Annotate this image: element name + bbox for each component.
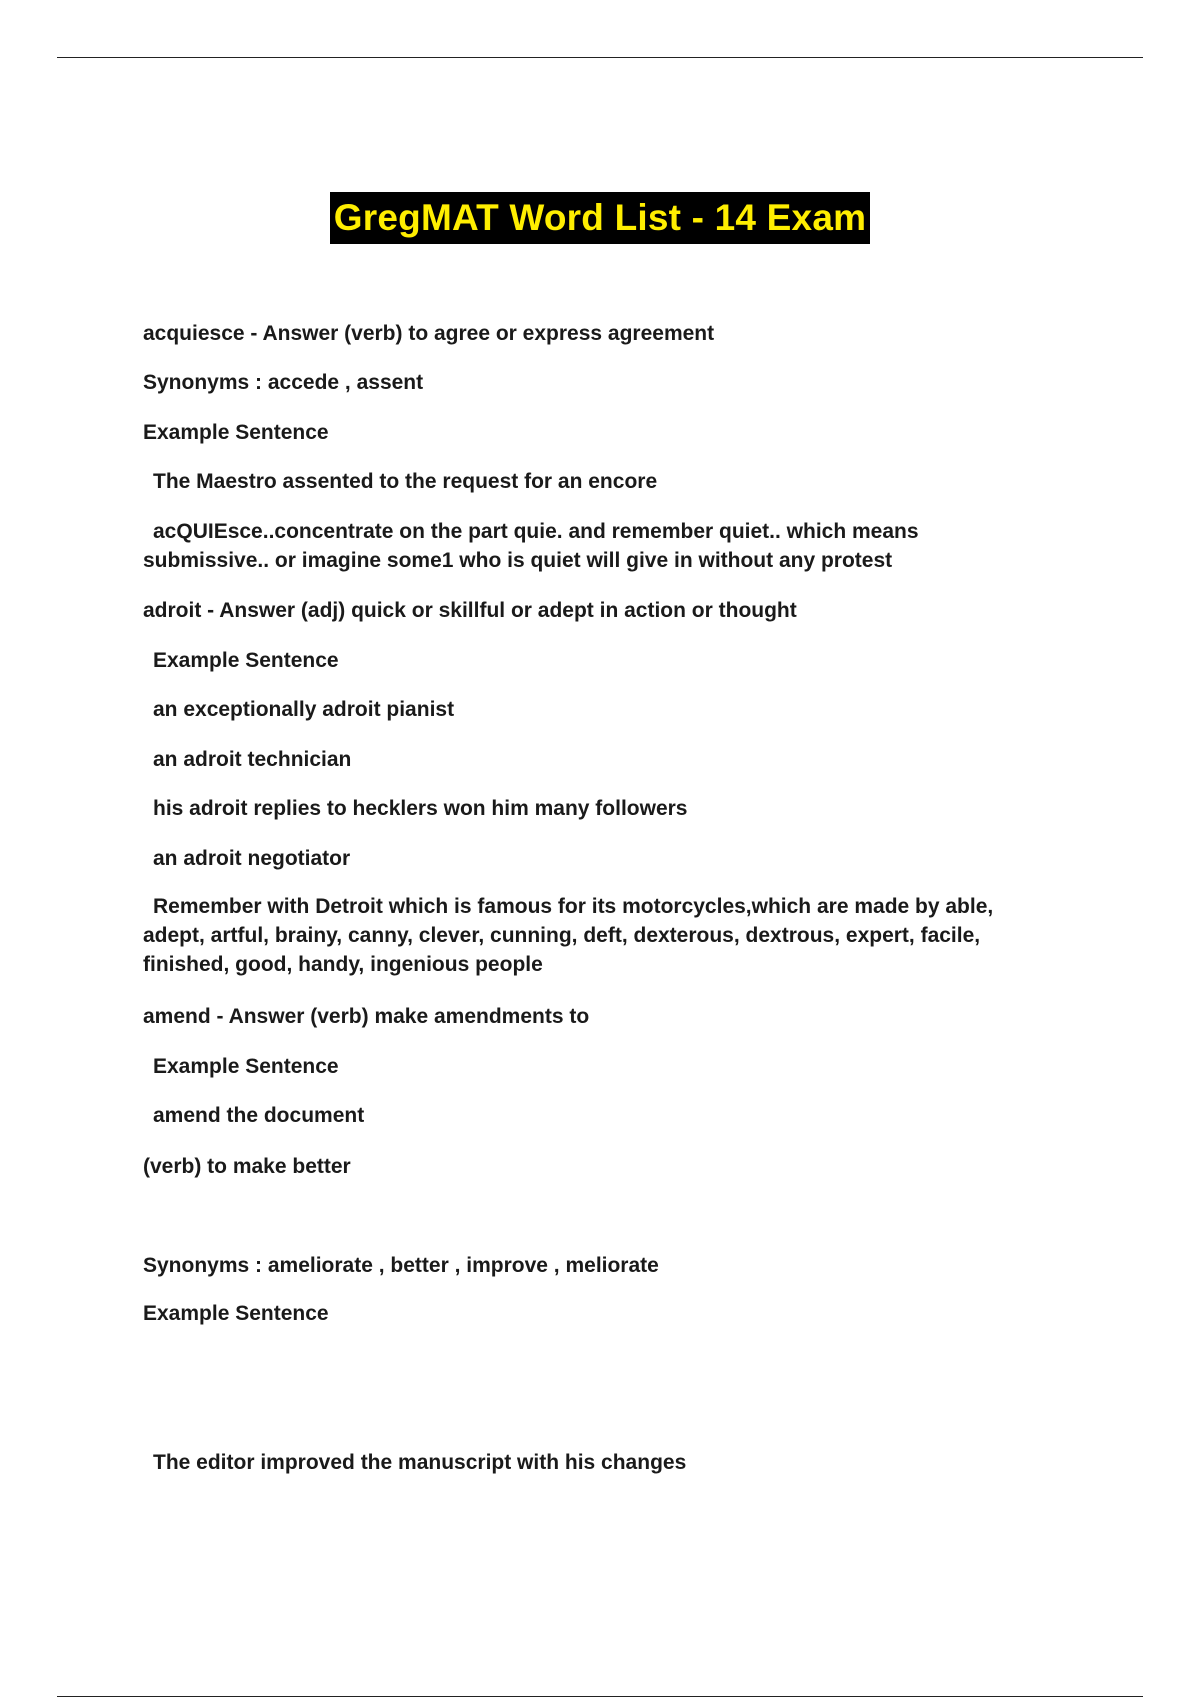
adroit-mnemonic-line-2: adept, artful, brainy, canny, clever, cunning, deft, dexterous, dextrous, expert, facile, [143, 924, 981, 947]
amend-example-heading-2: Example Sentence [143, 1302, 329, 1325]
acquiesce-example: The Maestro assented to the request for an encore [153, 470, 658, 493]
adroit-example-3: his adroit replies to hecklers won him many followers [153, 797, 688, 820]
adroit-example-2: an adroit technician [153, 748, 352, 771]
acquiesce-mnemonic [143, 517, 1063, 575]
entry-amend-definition: amend - Answer (verb) make amendments to [143, 1005, 590, 1028]
acquiesce-synonyms: Synonyms : accede , assent [143, 371, 424, 394]
amend-synonyms: Synonyms : ameliorate , better , improve , meliorate [143, 1254, 659, 1277]
entry-acquiesce-definition: acquiesce - Answer (verb) to agree or express agreement [143, 322, 715, 345]
top-rule [57, 57, 1143, 58]
adroit-example-heading: Example Sentence [153, 649, 339, 672]
acquiesce-example-heading: Example Sentence [143, 421, 329, 444]
adroit-mnemonic-line-1: Remember with Detroit which is famous for its motorcycles,which are made by able, [153, 895, 994, 918]
bottom-rule [57, 1696, 1143, 1697]
adroit-example-1: an exceptionally adroit pianist [153, 698, 455, 721]
amend-example-heading: Example Sentence [153, 1055, 339, 1078]
amend-example-1: amend the document [153, 1104, 365, 1127]
amend-example-2: The editor improved the manuscript with his changes [153, 1451, 687, 1474]
document-title: GregMAT Word List - 14 Exam [330, 192, 870, 244]
adroit-mnemonic-line-3: finished, good, handy, ingenious people [143, 953, 543, 976]
amend-definition-2: (verb) to make better [143, 1155, 351, 1178]
title-wrap [0, 192, 1200, 244]
adroit-example-4: an adroit negotiator [153, 847, 351, 870]
entry-adroit-definition: adroit - Answer (adj) quick or skillful or adept in action or thought [143, 599, 797, 622]
adroit-mnemonic [143, 892, 1063, 979]
acquiesce-mnemonic-line-2: submissive.. or imagine some1 who is quiet will give in without any protest [143, 549, 893, 572]
acquiesce-mnemonic-line-1: acQUIEsce..concentrate on the part quie. and remember quiet.. which means [153, 520, 919, 543]
